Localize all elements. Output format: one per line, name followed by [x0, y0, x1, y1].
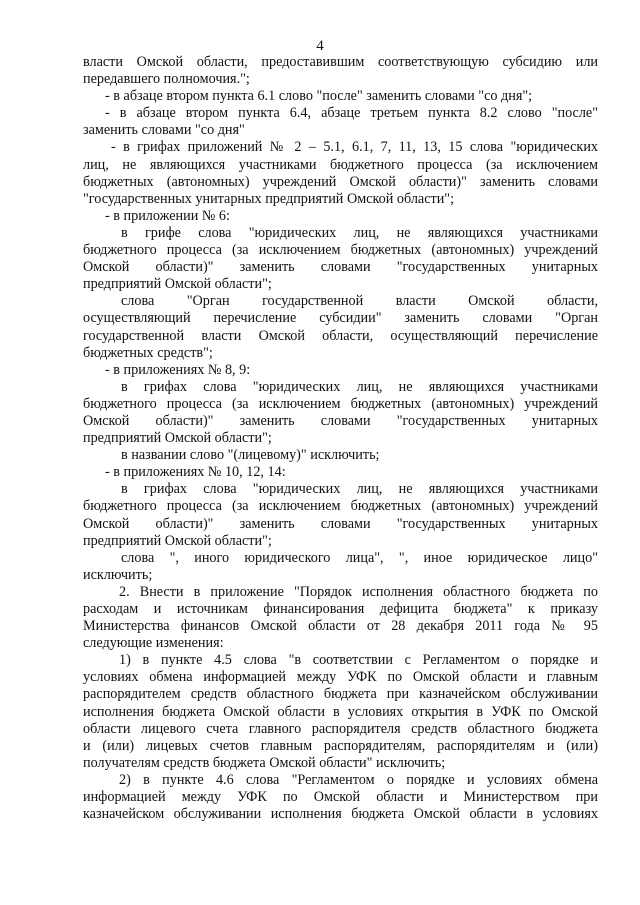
text-line: исключить; [83, 566, 153, 583]
text-line: в грифе слова "юридических лиц, не являющихся участниками [121, 224, 598, 241]
text-line: бюджетного процесса (за исключением бюджетных (автономных) учреждений [83, 242, 598, 259]
text-line: получателям средств бюджета Омской области" исключить; [83, 754, 446, 771]
text-line: информацией между УФК по Омской области и Министерством при [83, 789, 598, 806]
text-line: 2) в пункте 4.6 слова "Регламентом о порядке и условиях обмена [119, 771, 598, 788]
text-line: - в абзаце втором пункта 6.4, абзаце третьем пункта 8.2 слово "после" [105, 105, 598, 122]
text-line: лиц, не являющихся участниками бюджетного процесса (за исключением [83, 156, 598, 173]
text-line: - в абзаце втором пункта 6.1 слово "после" заменить словами "со дня"; [105, 88, 533, 105]
page-number: 4 [316, 38, 324, 54]
text-line: в грифах слова "юридических лиц, не являющихся участниками [121, 378, 598, 395]
text-line: - в приложении № 6: [105, 207, 230, 224]
text-line: следующие изменения: [83, 635, 224, 652]
text-line: исполнения бюджета Омской области в условиях открытия в УФК по Омской [83, 703, 598, 720]
text-line: предприятий Омской области"; [83, 430, 272, 447]
document-body [83, 54, 598, 823]
text-line: Омской области)" заменить словами "государственных унитарных [83, 412, 598, 429]
text-line: слова "Орган государственной власти Омской области, [121, 293, 598, 310]
text-line: власти Омской области, предоставившим соответствующую субсидию или [83, 54, 598, 70]
text-line: и (или) лицевых счетов главным распорядителям, распорядителям и (или) [83, 737, 598, 754]
text-line: 1) в пункте 4.5 слова "в соответствии с Регламентом о порядке и [119, 652, 598, 669]
text-line: слова ", иного юридического лица", ", иное юридическое лицо" [121, 549, 598, 566]
text-line: распорядителем средств областного бюджета при казначейском обслуживании [83, 686, 598, 703]
text-line: государственной власти Омской области, осуществляющий перечисление [83, 327, 598, 344]
text-line: заменить словами "со дня" [83, 122, 245, 139]
text-line: Омской области)" заменить словами "государственных унитарных [83, 259, 598, 276]
text-line: предприятий Омской области"; [83, 276, 272, 293]
text-line: осуществляющий перечисление субсидии" заменить словами "Орган [83, 310, 598, 327]
text-line: 2. Внести в приложение "Порядок исполнения областного бюджета по [119, 583, 598, 600]
text-line: передавшего полномочия."; [83, 71, 250, 88]
text-line: - в приложениях № 8, 9: [105, 361, 251, 378]
text-line: казначейском обслуживании исполнения бюджета Омской области в условиях [83, 806, 598, 823]
text-line: бюджетного процесса (за исключением бюджетных (автономных) учреждений [83, 395, 598, 412]
text-line: предприятий Омской области"; [83, 532, 272, 549]
text-line: "государственных унитарных предприятий Омской области"; [83, 190, 455, 207]
text-line: в грифах слова "юридических лиц, не являющихся участниками [121, 481, 598, 498]
text-line: условиях обмена информацией между УФК по Омской области и главным [83, 669, 598, 686]
text-line: бюджетных (автономных) учреждений Омской области)" заменить словами [83, 173, 598, 190]
text-line: бюджетного процесса (за исключением бюджетных (автономных) учреждений [83, 498, 598, 515]
text-line: в названии слово "(лицевому)" исключить; [121, 447, 380, 464]
text-line: области лицевого счета главного распорядителя средств областного бюджета [83, 720, 598, 737]
text-line: расходам и источникам финансирования дефицита бюджета" к приказу [83, 601, 598, 617]
text-line: - в грифах приложений № 2 – 5.1, 6.1, 7, 11, 13, 15 слова "юридических [111, 139, 598, 156]
text-line: Омской области)" заменить словами "государственных унитарных [83, 515, 598, 532]
text-line: - в приложениях № 10, 12, 14: [105, 464, 286, 481]
text-line: бюджетных средств"; [83, 344, 213, 361]
text-line: Министерства финансов Омской области от 28 декабря 2011 года № 95 [83, 618, 598, 635]
